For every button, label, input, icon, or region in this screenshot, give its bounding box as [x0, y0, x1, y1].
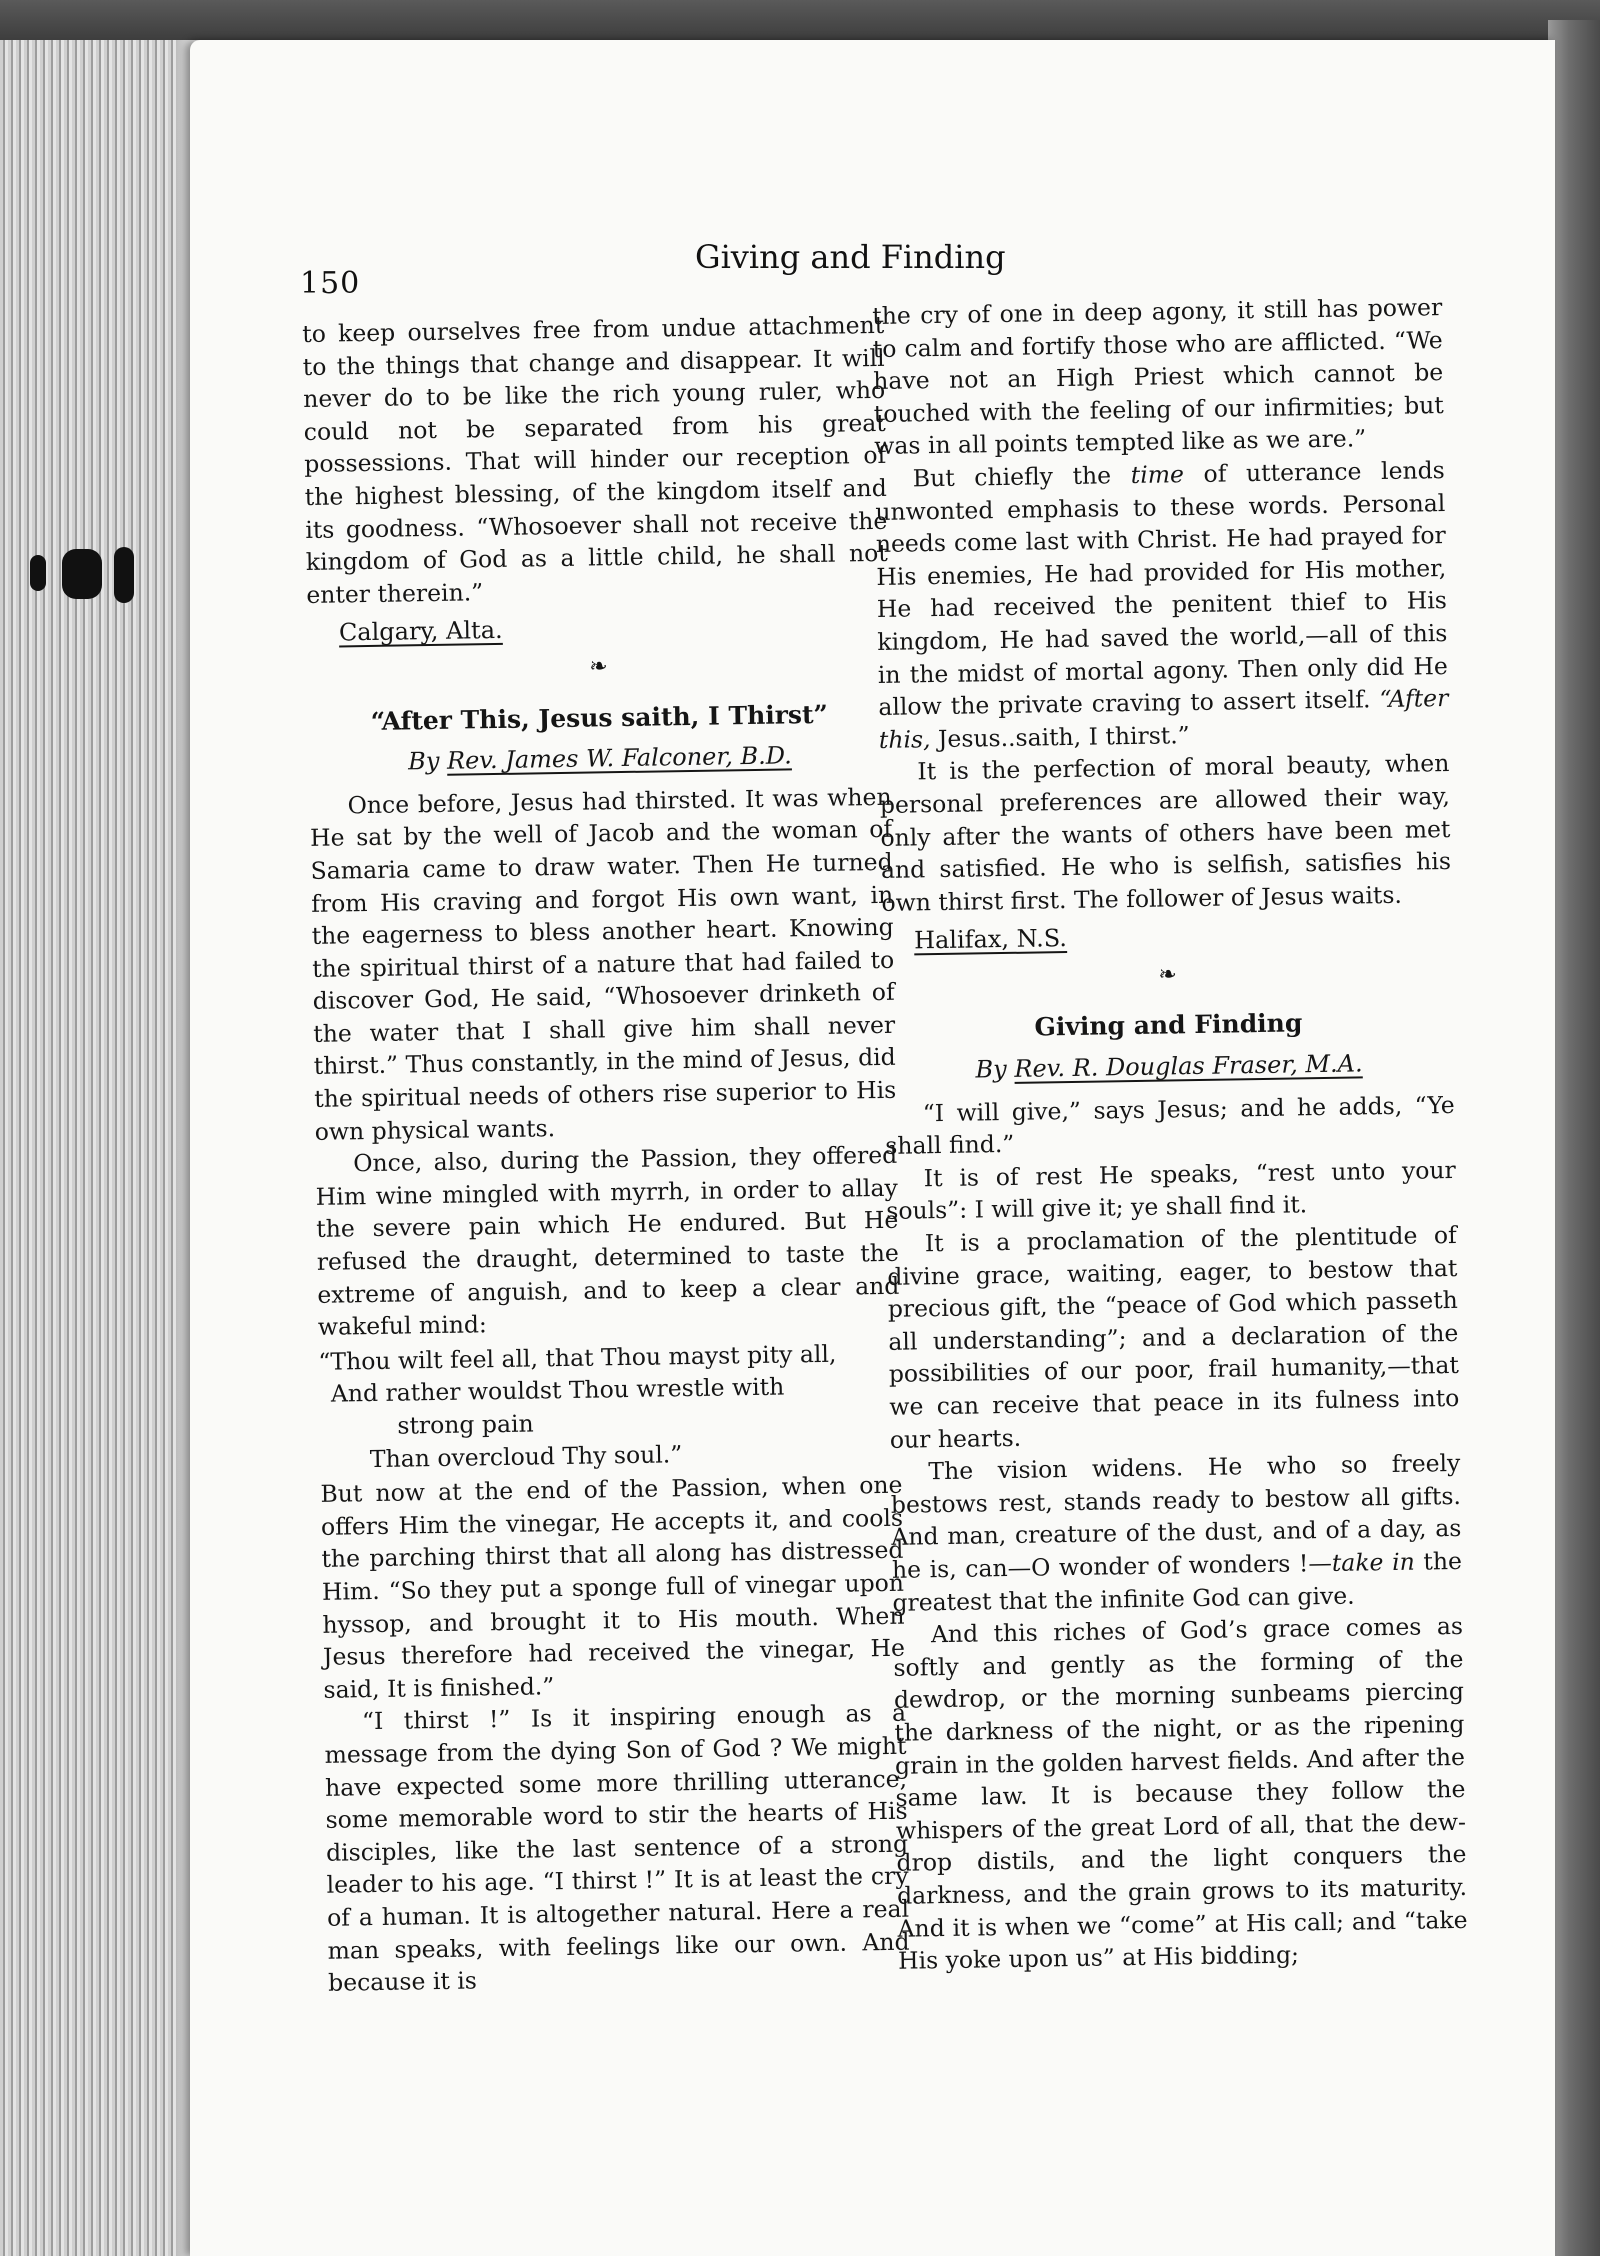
emphasis: “After this,: [878, 684, 1449, 754]
binding-marks: [30, 545, 138, 605]
text-run: the greatest that the infinite God can give.: [892, 1546, 1463, 1617]
byline-by: By: [407, 747, 440, 776]
paragraph: to keep ourselves free from undue attachment to the things that change and disappear. It will never do to be like the rich young ruler, who could not be separated from his great possessions. That will hinder our reception of the highest blessing, of the kingdom itself and its goodness. “Whosoever shall not receive the kingdom of God as a little child, he shall not enter therein.”: [302, 310, 888, 609]
binding-mark: [30, 555, 46, 591]
poem-line: And rather wouldst Thou wrestle with: [330, 1372, 785, 1409]
poem-line: Than overcloud Thy soul.”: [369, 1439, 683, 1473]
poem: [318, 1337, 902, 1477]
running-title: Giving and Finding: [695, 238, 1006, 276]
paragraph: [875, 454, 1450, 756]
book-right-edge: [1548, 20, 1600, 2256]
byline-by: By: [975, 1055, 1007, 1084]
text-run: The vision widens. He who so freely bestows rest, stands ready to bestow all gifts. And man, creature of the dust, and of a day, as he is, can—O wonder of wonders !—: [890, 1449, 1462, 1584]
paragraph: It is the perfection of moral beauty, when personal preferences are allowed their way, only after the wants of others have been met and satisfied. He who is selfish, satisfies his own thirst first. The follower of Jesus waits.: [879, 749, 1452, 917]
place-signature: Calgary, Alta.: [338, 616, 503, 647]
book-page-edges: [0, 40, 200, 2256]
byline-author: Rev. R. Douglas Fraser, M.A.: [1014, 1049, 1363, 1083]
paragraph: Once, also, during the Passion, they offered Him wine mingled with myrrh, in order to allay the severe pain which He endured. But He refused the draught, determined to taste the extreme of anguish, and to keep a clear and wakeful mind:: [315, 1141, 900, 1342]
poem-line: strong pain: [397, 1409, 534, 1440]
text-run: But chiefly the: [912, 461, 1112, 493]
place-signature: Halifax, N.S.: [913, 924, 1068, 955]
emphasis: take in: [1331, 1547, 1415, 1577]
paragraph: But now at the end of the Passion, when one offers Him the vinegar, He accepts it, and cools the parching thirst that all along has distressed Him. “So they put a sponge full of vinegar upon hyssop, and brought it to His mouth. When Jesus therefore had received the vinegar, He said, It is finished.”: [320, 1470, 906, 1704]
text-run: Jesus..saith, I thirst.”: [937, 720, 1190, 753]
article-title: “After This, Jesus saith, I Thirst”: [370, 699, 829, 736]
poem-line: “Thou wilt feel all, that Thou mayst pity all,: [318, 1339, 837, 1376]
binding-mark: [62, 549, 102, 599]
ornament-icon: ❧: [589, 654, 608, 680]
paragraph: It is a proclamation of the plentitude of divine grace, waiting, eager, to bestow that precious gift, the “peace of God which passeth all understanding”; and a declaration of the possibilities of our poor, frail humanity,—that we can receive that peace in its fulness into our hearts.: [887, 1220, 1460, 1454]
left-column: [302, 309, 910, 2000]
paragraph: It is of rest He speaks, “rest unto your souls”: I will give it; ye shall find it.: [886, 1155, 1456, 1226]
paragraph: [890, 1447, 1462, 1619]
text-run: of utterance lends unwonted emphasis to these words. Personal needs come last with Christ. He had prayed for His enemies, He had provided for His mother, He had received the penitent thief to His kingdom, He had saved the world,—all of this in the midst of mortal agony. Then only did He allow the private craving to assert itself.: [875, 455, 1449, 722]
paragraph: Once before, Jesus had thirsted. It was when He sat by the well of Jacob and the woman of Samaria came to draw water. Then He turned from His craving and forgot His own want, in the eagerness to bless another heart. Knowing the spiritual thirst of a nature that had failed to discover God, He said, “Whosoever drinketh of the water that I shall give him shall never thirst.” Thus constantly, in the mind of Jesus, did the spiritual needs of others rise superior to His own physical wants.: [309, 782, 897, 1146]
emphasis: time: [1130, 460, 1185, 489]
right-column: [872, 291, 1468, 1977]
byline: [884, 1046, 1454, 1088]
page-number: 150: [300, 266, 361, 301]
paragraph: And this riches of God’s grace comes as softly and gently as the forming of the dewdrop, or the morning sunbeams piercing the darkness of the night, or as the ripening grain in the golden harvest fields. And after the same law. It is because they follow the whispers of the great Lord of all, that the dew-drop distils, and the light conquers the darkness, and the grain grows to its maturity. And it is when we “come” at His call; and “take His yoke upon us” at His bidding;: [893, 1612, 1468, 1975]
paragraph: “I will give,” says Jesus; and he adds, “Ye shall find.”: [885, 1090, 1455, 1161]
paragraph: “I thirst !” Is it inspiring enough as a message from the dying Son of God ? We might have expected some more thrilling utterance, some memorable word to stir the hearts of His disciples, like the last sentence of a strong leader to his age. “I thirst !” It is at least the cry of a human. It is altogether natural. Here a real man speaks, with feelings like our own. And because it is: [324, 1699, 910, 1997]
article-title: Giving and Finding: [1034, 1008, 1303, 1043]
byline-author: Rev. James W. Falconer, B.D.: [446, 741, 792, 775]
binding-mark: [114, 547, 134, 603]
ornament-icon: ❧: [1158, 962, 1178, 988]
paragraph: the cry of one in deep agony, it still has power to calm and fortify those who are afflicted. “We have not an High Priest which cannot be touched with the feeling of our infirmities; but was in all points tempted like as we are.”: [872, 293, 1444, 461]
page-header: [300, 238, 1450, 301]
byline: [309, 738, 891, 780]
